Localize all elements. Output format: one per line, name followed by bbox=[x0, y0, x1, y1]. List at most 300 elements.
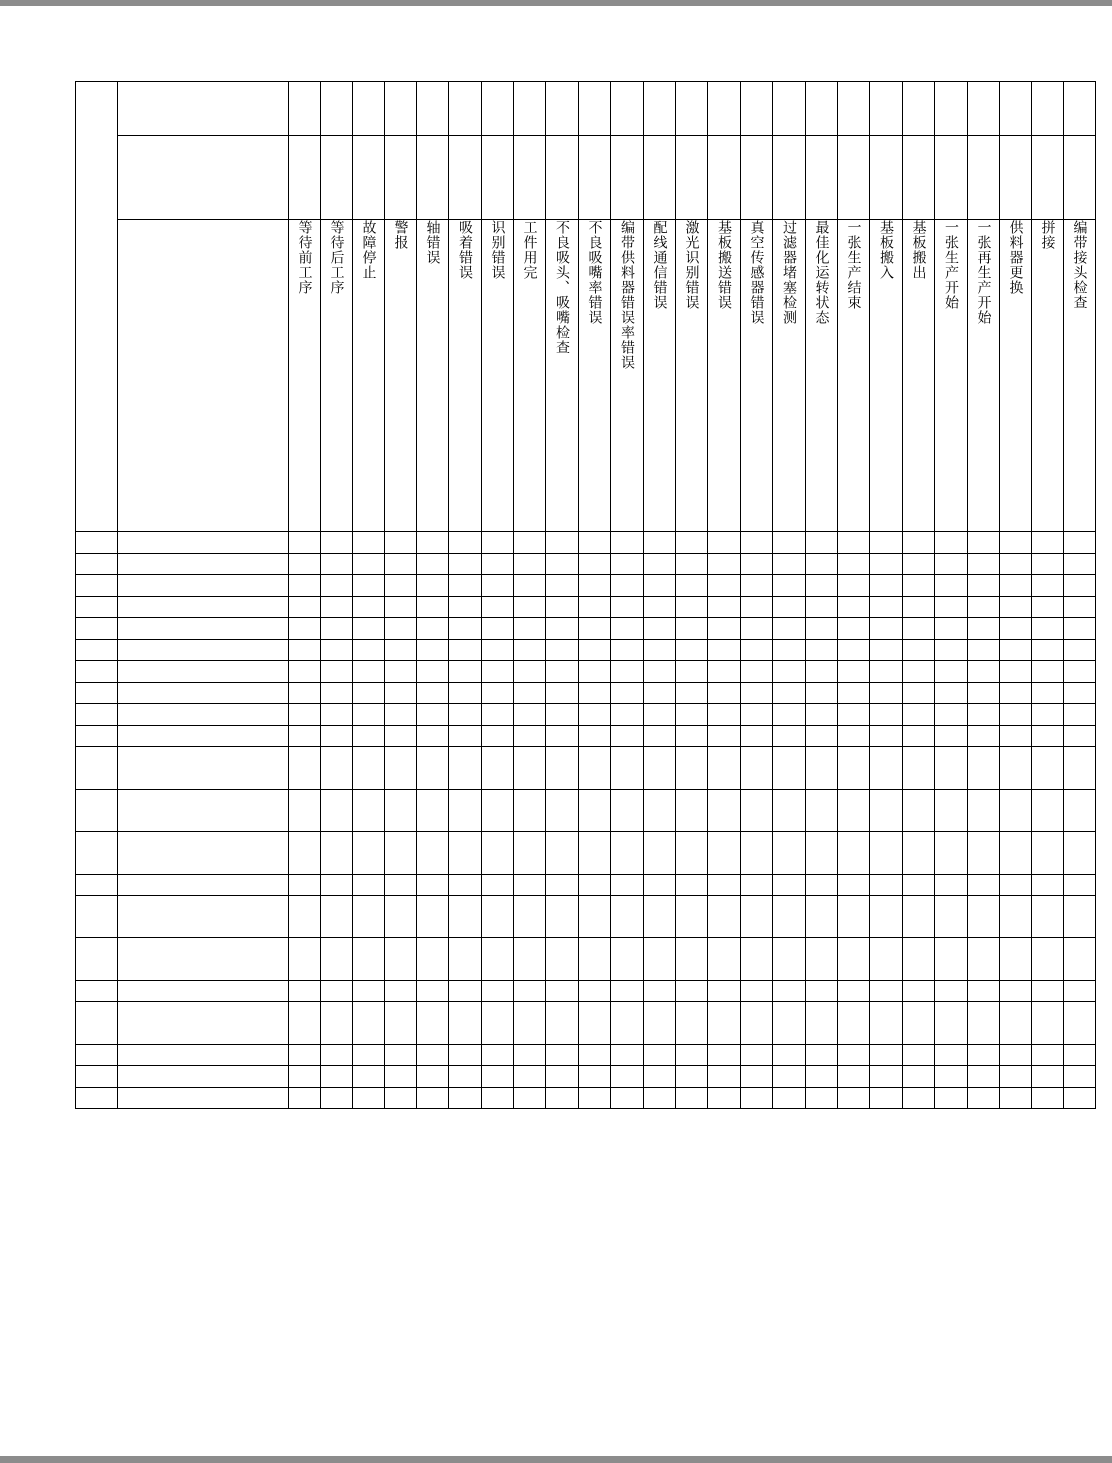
table-cell bbox=[514, 554, 546, 575]
table-cell bbox=[321, 1066, 353, 1088]
table-cell bbox=[579, 554, 611, 575]
table-cell bbox=[676, 981, 708, 1002]
column-header bbox=[1000, 220, 1032, 532]
table-cell bbox=[449, 981, 482, 1002]
table-cell bbox=[708, 981, 741, 1002]
table-row bbox=[76, 896, 1096, 938]
table-cell bbox=[385, 597, 417, 618]
table-cell bbox=[579, 82, 611, 136]
table-cell bbox=[449, 136, 482, 220]
table-cell bbox=[289, 790, 321, 832]
table-cell bbox=[1064, 82, 1096, 136]
table-cell bbox=[449, 618, 482, 640]
table-cell bbox=[514, 832, 546, 875]
table-cell bbox=[708, 683, 741, 704]
table-cell bbox=[806, 981, 838, 1002]
table-cell bbox=[773, 938, 806, 981]
table-cell bbox=[514, 1088, 546, 1109]
table-cell bbox=[741, 661, 773, 683]
table-cell bbox=[1032, 1088, 1064, 1109]
table-cell bbox=[76, 554, 118, 575]
table-cell bbox=[353, 704, 385, 726]
table-cell bbox=[903, 661, 935, 683]
table-cell bbox=[579, 1088, 611, 1109]
table-cell bbox=[1000, 136, 1032, 220]
table-cell bbox=[514, 597, 546, 618]
table-cell bbox=[289, 1066, 321, 1088]
table-cell bbox=[773, 532, 806, 554]
table-row bbox=[76, 532, 1096, 554]
table-cell bbox=[968, 82, 1000, 136]
table-row bbox=[76, 1045, 1096, 1066]
table-cell bbox=[838, 875, 870, 896]
column-header-label: 工件用完 bbox=[521, 220, 538, 280]
column-header bbox=[870, 220, 903, 532]
table-cell bbox=[708, 938, 741, 981]
table-cell bbox=[870, 1088, 903, 1109]
table-row bbox=[76, 1002, 1096, 1045]
table-cell bbox=[708, 1002, 741, 1045]
table-cell bbox=[903, 726, 935, 747]
table-cell bbox=[417, 1088, 449, 1109]
table-cell bbox=[385, 832, 417, 875]
column-header-label: 编带供料器错误率错误 bbox=[619, 220, 635, 370]
table-cell bbox=[1032, 726, 1064, 747]
table-cell bbox=[1064, 618, 1096, 640]
table-cell bbox=[321, 618, 353, 640]
table-cell bbox=[870, 1002, 903, 1045]
table-cell bbox=[1000, 575, 1032, 597]
table-cell bbox=[353, 981, 385, 1002]
column-header-label: 基板搬出 bbox=[910, 220, 927, 280]
table-cell bbox=[968, 832, 1000, 875]
table-cell bbox=[838, 1045, 870, 1066]
table-cell bbox=[579, 1002, 611, 1045]
table-cell bbox=[118, 1045, 289, 1066]
table-cell bbox=[76, 1002, 118, 1045]
table-cell bbox=[676, 554, 708, 575]
table-cell bbox=[611, 938, 644, 981]
table-cell bbox=[118, 136, 289, 220]
table-cell bbox=[968, 981, 1000, 1002]
table-cell bbox=[773, 704, 806, 726]
table-cell bbox=[76, 896, 118, 938]
column-header-label: 供料器更换 bbox=[1007, 220, 1024, 295]
table-cell bbox=[708, 790, 741, 832]
table-cell bbox=[417, 554, 449, 575]
table-cell bbox=[417, 82, 449, 136]
column-header bbox=[935, 220, 968, 532]
table-cell bbox=[321, 661, 353, 683]
column-header bbox=[449, 220, 482, 532]
table-cell bbox=[417, 747, 449, 790]
table-cell bbox=[1032, 896, 1064, 938]
table-cell bbox=[417, 1002, 449, 1045]
table-cell bbox=[514, 875, 546, 896]
table-cell bbox=[611, 597, 644, 618]
table-cell bbox=[611, 704, 644, 726]
table-cell bbox=[644, 575, 676, 597]
table-cell bbox=[1000, 1045, 1032, 1066]
table-cell bbox=[838, 704, 870, 726]
table-cell bbox=[935, 1002, 968, 1045]
column-header-label: 等待前工序 bbox=[296, 220, 313, 295]
table-cell bbox=[385, 938, 417, 981]
table-cell bbox=[514, 938, 546, 981]
table-cell bbox=[1064, 136, 1096, 220]
table-cell bbox=[806, 532, 838, 554]
table-cell bbox=[676, 790, 708, 832]
table-cell bbox=[903, 575, 935, 597]
table-cell bbox=[935, 896, 968, 938]
table-row bbox=[76, 875, 1096, 896]
table-cell bbox=[773, 875, 806, 896]
table-cell bbox=[289, 832, 321, 875]
table-cell bbox=[838, 981, 870, 1002]
table-cell bbox=[741, 136, 773, 220]
column-header bbox=[353, 220, 385, 532]
column-header bbox=[741, 220, 773, 532]
top-border-bar bbox=[0, 0, 1112, 6]
table-cell bbox=[935, 618, 968, 640]
table-cell bbox=[289, 704, 321, 726]
table-cell bbox=[903, 597, 935, 618]
header-row bbox=[76, 220, 1096, 532]
table-cell bbox=[676, 597, 708, 618]
table-cell bbox=[644, 136, 676, 220]
table-cell bbox=[546, 938, 579, 981]
table-cell bbox=[935, 82, 968, 136]
table-cell bbox=[449, 661, 482, 683]
table-cell bbox=[417, 597, 449, 618]
table-cell bbox=[449, 704, 482, 726]
table-cell bbox=[449, 832, 482, 875]
table-cell bbox=[321, 640, 353, 661]
table-cell bbox=[806, 832, 838, 875]
table-cell bbox=[644, 790, 676, 832]
table-cell bbox=[741, 82, 773, 136]
table-cell bbox=[1032, 136, 1064, 220]
table-cell bbox=[385, 747, 417, 790]
table-cell bbox=[708, 618, 741, 640]
table-cell bbox=[546, 981, 579, 1002]
table-cell bbox=[903, 875, 935, 896]
table-cell bbox=[644, 554, 676, 575]
table-cell bbox=[644, 938, 676, 981]
column-header bbox=[838, 220, 870, 532]
table-cell bbox=[1064, 875, 1096, 896]
table-row bbox=[76, 726, 1096, 747]
table-cell bbox=[741, 1045, 773, 1066]
table-cell bbox=[1000, 532, 1032, 554]
table-cell bbox=[76, 704, 118, 726]
table-cell bbox=[1032, 575, 1064, 597]
table-cell bbox=[353, 136, 385, 220]
table-cell bbox=[289, 618, 321, 640]
table-cell bbox=[1000, 597, 1032, 618]
table-row bbox=[76, 704, 1096, 726]
table-cell bbox=[1064, 704, 1096, 726]
table-row bbox=[76, 640, 1096, 661]
table-cell bbox=[579, 832, 611, 875]
table-cell bbox=[870, 704, 903, 726]
table-cell bbox=[708, 575, 741, 597]
table-cell bbox=[968, 1045, 1000, 1066]
table-cell bbox=[935, 1088, 968, 1109]
table-cell bbox=[1000, 1088, 1032, 1109]
table-cell bbox=[321, 554, 353, 575]
table-cell bbox=[773, 1045, 806, 1066]
table-cell bbox=[482, 704, 514, 726]
table-cell bbox=[579, 532, 611, 554]
table-cell bbox=[353, 597, 385, 618]
table-cell bbox=[773, 661, 806, 683]
column-header-label: 故障停止 bbox=[360, 220, 377, 280]
table-cell bbox=[644, 683, 676, 704]
table-cell bbox=[579, 575, 611, 597]
table-cell bbox=[514, 661, 546, 683]
table-cell bbox=[903, 82, 935, 136]
table-cell bbox=[644, 747, 676, 790]
table-cell bbox=[611, 875, 644, 896]
column-header-label: 编带接头检查 bbox=[1071, 220, 1088, 310]
table-cell bbox=[321, 832, 353, 875]
table-cell bbox=[676, 1066, 708, 1088]
table-cell bbox=[1032, 938, 1064, 981]
table-cell bbox=[741, 790, 773, 832]
table-cell bbox=[353, 1045, 385, 1066]
table-cell bbox=[417, 832, 449, 875]
table-cell bbox=[1064, 661, 1096, 683]
table-cell bbox=[838, 938, 870, 981]
table-cell bbox=[385, 554, 417, 575]
table-cell bbox=[546, 747, 579, 790]
table-cell bbox=[870, 82, 903, 136]
table-cell bbox=[76, 532, 118, 554]
table-cell bbox=[417, 1045, 449, 1066]
table-cell bbox=[741, 532, 773, 554]
table-cell bbox=[870, 661, 903, 683]
table-cell bbox=[935, 790, 968, 832]
table-cell bbox=[838, 618, 870, 640]
table-cell bbox=[773, 1066, 806, 1088]
table-cell bbox=[546, 1045, 579, 1066]
table-cell bbox=[289, 726, 321, 747]
table-cell bbox=[289, 597, 321, 618]
table-cell bbox=[546, 554, 579, 575]
table-cell bbox=[118, 597, 289, 618]
table-row bbox=[76, 981, 1096, 1002]
header-row bbox=[76, 82, 1096, 136]
table-cell bbox=[417, 704, 449, 726]
table-cell bbox=[76, 575, 118, 597]
table-row bbox=[76, 1066, 1096, 1088]
table-cell bbox=[676, 136, 708, 220]
table-cell bbox=[514, 790, 546, 832]
table-cell bbox=[644, 661, 676, 683]
table-cell bbox=[1064, 981, 1096, 1002]
table-cell bbox=[1064, 832, 1096, 875]
table-cell bbox=[1064, 726, 1096, 747]
table-cell bbox=[935, 1045, 968, 1066]
table-cell bbox=[546, 640, 579, 661]
table-cell bbox=[611, 683, 644, 704]
table-cell bbox=[1064, 896, 1096, 938]
table-cell bbox=[449, 575, 482, 597]
table-cell bbox=[289, 1002, 321, 1045]
table-cell bbox=[546, 726, 579, 747]
table-cell bbox=[1000, 554, 1032, 575]
table-cell bbox=[321, 704, 353, 726]
table-cell bbox=[1032, 597, 1064, 618]
table-cell bbox=[870, 683, 903, 704]
table-cell bbox=[741, 704, 773, 726]
column-header bbox=[546, 220, 579, 532]
table-cell bbox=[903, 532, 935, 554]
table-cell bbox=[935, 683, 968, 704]
table-cell bbox=[1000, 790, 1032, 832]
table-cell bbox=[118, 981, 289, 1002]
table-cell bbox=[708, 532, 741, 554]
column-header-label: 激光识别错误 bbox=[683, 220, 700, 310]
table-cell bbox=[353, 875, 385, 896]
table-cell bbox=[353, 532, 385, 554]
table-cell bbox=[806, 554, 838, 575]
table-cell bbox=[838, 554, 870, 575]
table-cell bbox=[118, 875, 289, 896]
table-row bbox=[76, 747, 1096, 790]
column-header bbox=[579, 220, 611, 532]
table-cell bbox=[449, 1045, 482, 1066]
column-header bbox=[289, 220, 321, 532]
table-cell bbox=[903, 896, 935, 938]
table-cell bbox=[353, 1088, 385, 1109]
table-cell bbox=[838, 726, 870, 747]
table-cell bbox=[644, 1045, 676, 1066]
table-cell bbox=[385, 981, 417, 1002]
table-cell bbox=[385, 896, 417, 938]
table-cell bbox=[806, 575, 838, 597]
table-cell bbox=[546, 575, 579, 597]
table-cell bbox=[968, 938, 1000, 981]
table-cell bbox=[644, 875, 676, 896]
table-cell bbox=[806, 896, 838, 938]
table-cell bbox=[417, 938, 449, 981]
table-cell bbox=[417, 790, 449, 832]
table-cell bbox=[968, 683, 1000, 704]
table-cell bbox=[321, 1088, 353, 1109]
table-cell bbox=[118, 661, 289, 683]
column-header-label: 识别错误 bbox=[489, 220, 506, 280]
table-cell bbox=[546, 1002, 579, 1045]
table-cell bbox=[870, 597, 903, 618]
table-cell bbox=[644, 618, 676, 640]
table-cell bbox=[773, 82, 806, 136]
table-cell bbox=[676, 532, 708, 554]
table-cell bbox=[741, 896, 773, 938]
table-cell bbox=[579, 597, 611, 618]
table-cell bbox=[1000, 640, 1032, 661]
table-cell bbox=[676, 832, 708, 875]
table-cell bbox=[353, 618, 385, 640]
table-cell bbox=[289, 82, 321, 136]
table-cell bbox=[1032, 1045, 1064, 1066]
table-cell bbox=[76, 790, 118, 832]
table-cell bbox=[1064, 683, 1096, 704]
table-cell bbox=[579, 1066, 611, 1088]
table-cell bbox=[773, 726, 806, 747]
table-cell bbox=[385, 1002, 417, 1045]
table-cell bbox=[514, 896, 546, 938]
table-cell bbox=[385, 532, 417, 554]
table-cell bbox=[76, 747, 118, 790]
table-cell bbox=[708, 640, 741, 661]
table-cell bbox=[118, 532, 289, 554]
table-cell bbox=[741, 618, 773, 640]
table-cell bbox=[838, 661, 870, 683]
table-cell bbox=[118, 790, 289, 832]
table-cell bbox=[611, 640, 644, 661]
table-cell bbox=[417, 575, 449, 597]
table-cell bbox=[1064, 938, 1096, 981]
table-cell bbox=[546, 661, 579, 683]
column-header bbox=[903, 220, 935, 532]
table-cell bbox=[449, 683, 482, 704]
table-cell bbox=[773, 683, 806, 704]
table-cell bbox=[968, 726, 1000, 747]
column-header-label: 警报 bbox=[392, 220, 409, 250]
table-row bbox=[76, 661, 1096, 683]
table-cell bbox=[514, 747, 546, 790]
table-cell bbox=[806, 747, 838, 790]
column-header bbox=[644, 220, 676, 532]
table-cell bbox=[353, 661, 385, 683]
table-cell bbox=[903, 683, 935, 704]
table-cell bbox=[644, 640, 676, 661]
table-cell bbox=[449, 597, 482, 618]
column-header bbox=[611, 220, 644, 532]
table-cell bbox=[935, 136, 968, 220]
column-header-label: 过滤器堵塞检测 bbox=[781, 220, 797, 325]
table-cell bbox=[1032, 747, 1064, 790]
table-cell bbox=[546, 1066, 579, 1088]
table-cell bbox=[118, 683, 289, 704]
table-cell bbox=[546, 532, 579, 554]
table-cell bbox=[708, 832, 741, 875]
table-cell bbox=[1000, 896, 1032, 938]
table-cell bbox=[385, 790, 417, 832]
table-cell bbox=[579, 683, 611, 704]
table-cell bbox=[676, 575, 708, 597]
table-cell bbox=[449, 1066, 482, 1088]
table-cell bbox=[676, 640, 708, 661]
table-cell bbox=[903, 554, 935, 575]
table-cell bbox=[935, 938, 968, 981]
table-cell bbox=[385, 704, 417, 726]
table-row bbox=[76, 1088, 1096, 1109]
table-cell bbox=[870, 875, 903, 896]
table-row bbox=[76, 683, 1096, 704]
table-cell bbox=[289, 896, 321, 938]
table-cell bbox=[644, 532, 676, 554]
table-cell bbox=[773, 1002, 806, 1045]
table-cell bbox=[1032, 618, 1064, 640]
table-cell bbox=[353, 790, 385, 832]
table-cell bbox=[676, 82, 708, 136]
table-cell bbox=[321, 938, 353, 981]
table-cell bbox=[644, 82, 676, 136]
column-header-label: 等待后工序 bbox=[328, 220, 345, 295]
